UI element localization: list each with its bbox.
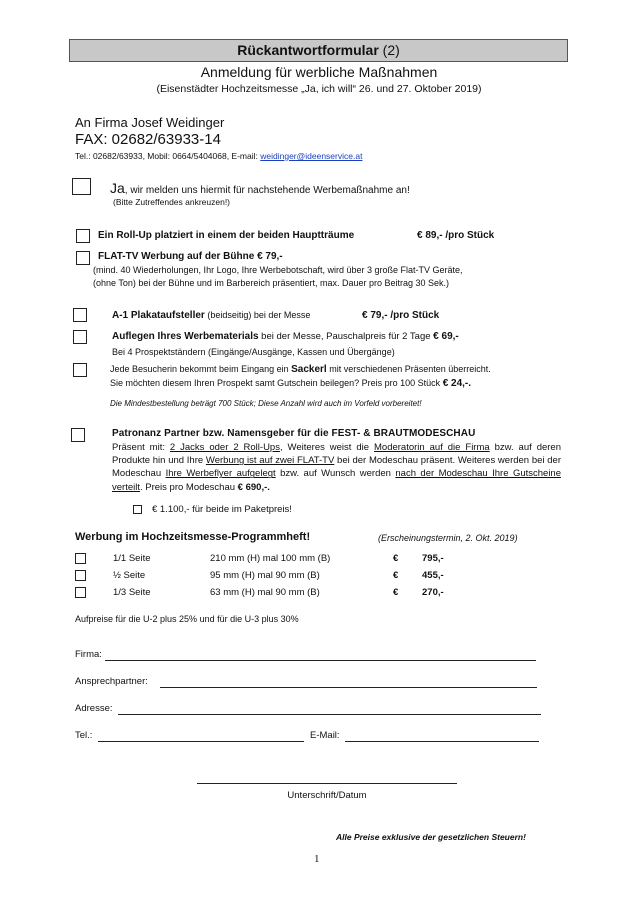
rollup-label: Ein Roll-Up platziert in einem der beiden Hauptträume [98, 230, 355, 241]
sackerl-line-1 [110, 364, 491, 375]
program-title: Werbung im Hochzeitsmesse-Programmheft! [75, 531, 311, 543]
flattv-title: FLAT-TV Werbung auf der Bühne € 79,- [98, 251, 283, 262]
contact-tel: Tel.: 02682/63933, Mobil: 0664/5404068, E-mail: [75, 151, 261, 161]
adresse-label: Adresse: [75, 703, 113, 714]
program-row-1-size: 1/1 Seite [113, 553, 151, 564]
program-row-3-size: 1/3 Seite [113, 587, 151, 598]
werbemat-title: Auflegen Ihres Werbematerials [112, 331, 259, 342]
rollup-checkbox[interactable] [76, 229, 90, 243]
patron-text-4: bei der Modeschau präsent. Weiteres werden bei der Modeschau [112, 455, 561, 480]
sackerl-note: Die Mindestbestellung beträgt 700 Stück; Diese Anzahl wird auch im Vorfeld vorbereitet! [110, 399, 422, 408]
rollup-price: € 89,- /pro Stück [417, 230, 495, 241]
tel-label: Tel.: [75, 730, 93, 741]
flattv-checkbox[interactable] [76, 251, 90, 265]
patron-underline-4: Ihre Werbeflyer aufgelegt [165, 468, 276, 480]
program-row-2-size: ½ Seite [113, 570, 146, 581]
patron-checkbox[interactable] [71, 428, 85, 442]
program-row-2-checkbox[interactable] [75, 570, 86, 581]
patron-text-6: . Preis pro Modeschau [139, 481, 238, 493]
email-field[interactable] [345, 741, 539, 742]
patron-text-1: Präsent mit: [112, 442, 170, 453]
program-row-2-dims: 95 mm (H) mal 90 mm (B) [210, 570, 320, 581]
firma-label: Firma: [75, 649, 102, 660]
patron-description [112, 441, 561, 494]
patron-price: € 690,-. [237, 481, 270, 493]
patron-underline-2: Moderatorin auf die Firma [374, 442, 490, 453]
form-title: Rückantwortformular [237, 42, 379, 58]
plakat-note: (beidseitig) bei der Messe [204, 310, 311, 320]
plakat-checkbox[interactable] [73, 308, 87, 322]
werbemat-checkbox[interactable] [73, 330, 87, 344]
ansprech-label: Ansprechpartner: [75, 676, 148, 687]
program-row-1-price: 795,- [422, 553, 444, 564]
program-row-1-currency: € [393, 553, 399, 564]
firma-field[interactable] [105, 660, 536, 661]
patron-underline-1: 2 Jacks oder 2 Roll-Ups [169, 442, 280, 453]
paket-checkbox[interactable] [133, 505, 142, 514]
flattv-desc-2: (ohne Ton) bei der Bühne und im Barbereich präsentiert, max. Dauer pro Beitrag 30 Sek.) [93, 278, 450, 288]
signature-line[interactable] [197, 783, 457, 784]
program-row-2-price: 455,- [422, 570, 444, 581]
plakat-line [112, 310, 310, 321]
program-row-1-dims: 210 mm (H) mal 100 mm (B) [210, 553, 331, 564]
contact-line [75, 151, 362, 161]
sackerl-checkbox[interactable] [73, 363, 87, 377]
sackerl-text-a: Jede Besucherin bekommt beim Eingang ein [110, 364, 292, 374]
sackerl-price: € 24,-. [442, 378, 472, 389]
werbemat-text: bei der Messe, Pauschalpreis für 2 Tage [258, 331, 434, 342]
patron-title: Patronanz Partner bzw. Namensgeber für die FEST- & BRAUTMODESCHAU [112, 428, 476, 439]
program-row-3-price: 270,- [422, 587, 444, 598]
email-label: E-Mail: [310, 730, 340, 741]
paket-price: € 1.100,- für beide im Paketpreis! [152, 504, 292, 515]
sackerl-line-2-text: Sie möchten diesem Ihren Prospekt samt Gutschein beilegen? Preis pro 100 Stück [110, 378, 443, 388]
event-line: (Eisenstädter Hochzeitsmesse „Ja, ich will“ 26. und 27. Oktober 2019) [156, 83, 482, 95]
werbemat-price: € 69,- [433, 331, 459, 342]
ja-statement [110, 180, 410, 196]
program-row-3-dims: 63 mm (H) mal 90 mm (B) [210, 587, 320, 598]
fax-number: FAX: 02682/63933-14 [75, 131, 221, 148]
adresse-field[interactable] [118, 714, 541, 715]
ja-text: , wir melden uns hiermit für nachstehende Werbemaßnahme an! [124, 185, 410, 196]
recipient: An Firma Josef Weidinger [75, 115, 225, 130]
patron-text-5: bzw. auf Wunsch werden [275, 468, 396, 480]
ja-checkbox[interactable] [72, 178, 91, 195]
patron-text-2: , Weiteres weist die [279, 442, 374, 453]
price-disclaimer: Alle Preise exklusive der gesetzlichen Steuern! [336, 832, 526, 842]
tel-field[interactable] [98, 741, 304, 742]
flattv-desc-1: (mind. 40 Wiederholungen, Ihr Logo, Ihre Werbebotschaft, wird über 3 große Flat-TV Geräte, [93, 265, 463, 275]
form-subtitle: Anmeldung für werbliche Maßnahmen [200, 64, 438, 80]
title-bar [69, 39, 568, 62]
patron-text-3: bzw. auf deren Produkte hin und Ihre [112, 442, 561, 467]
patron-underline-3: Werbung ist auf zwei FLAT-TV [205, 455, 335, 467]
ja-word: Ja [110, 180, 125, 196]
plakat-label: A-1 Plakataufsteller [112, 310, 205, 321]
ja-hint: (Bitte Zutreffendes ankreuzen!) [113, 197, 231, 207]
surcharge-note: Aufpreise für die U-2 plus 25% und für die U-3 plus 30% [75, 614, 299, 624]
werbemat-line-2: Bei 4 Prospektständern (Eingänge/Ausgänge, Kassen und Übergänge) [112, 347, 395, 357]
program-row-1-checkbox[interactable] [75, 553, 86, 564]
sackerl-line-2 [110, 378, 471, 389]
program-row-2-currency: € [393, 570, 399, 581]
program-row-3-checkbox[interactable] [75, 587, 86, 598]
program-note: (Erscheinungstermin, 2. Okt. 2019) [378, 533, 518, 543]
signature-label: Unterschrift/Datum [287, 790, 367, 801]
form-title-number: (2) [382, 42, 400, 58]
email-link[interactable]: weidinger@ideenservice.at [260, 151, 363, 161]
ansprech-field[interactable] [160, 687, 537, 688]
page-number: 1 [314, 853, 320, 865]
sackerl-bold: Sackerl [291, 364, 327, 375]
werbemat-line [112, 331, 459, 342]
plakat-price: € 79,- /pro Stück [362, 310, 440, 321]
program-row-3-currency: € [393, 587, 399, 598]
patron-underline-5: nach der Modeschau Ihre Gutscheine verteilt [112, 468, 561, 493]
sackerl-text-c: mit verschiedenen Präsenten überreicht. [326, 364, 491, 374]
